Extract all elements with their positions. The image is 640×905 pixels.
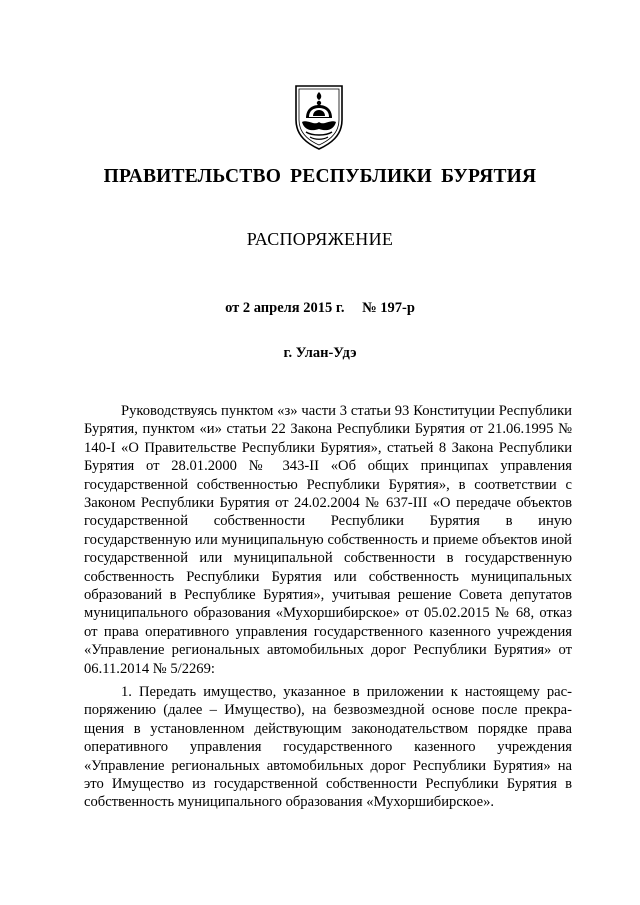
coat-of-arms-buryatia-icon <box>292 82 346 152</box>
document-number: № 197-р <box>362 300 415 316</box>
document-date: от 2 апреля 2015 г. <box>225 300 345 316</box>
government-title: ПРАВИТЕЛЬСТВО РЕСПУБЛИКИ БУРЯТИЯ <box>103 166 537 187</box>
item-1-paragraph: 1. Передать имущество, указанное в приложении к настоящему распоряжению (далее – Имущество), на безвозмездной основе после прекращения в установленном действующим законодательством порядке права оперативного управления государственного казенного учреждения «Управление региональных автомобильных дорог Республики Бурятия» на это Имущество из государственной собственности Республики Бурятия в собственность муниципального образования «Мухоршибирское». <box>84 684 572 811</box>
document-type: РАСПОРЯЖЕНИЕ <box>246 229 394 249</box>
city-line: г. Улан-Удэ <box>283 345 357 361</box>
date-number-line <box>0 300 640 317</box>
preamble-paragraph: Руководствуясь пунктом «з» части 3 статьи 93 Конституции Республики Бурятия, пунктом «и» статьи 22 Закона Республики Бурятия от 21.06.1995 № 140-I «О Правительстве Республики Бурятия», статьей 8 Закона Республики Бурятия от 28.01.2000 № 343-II «Об общих принципах управления государственной собственностью Республики Бурятия», в соответствии с Законом Республики Бурятия от 24.02.2004 № 637-III «О передаче объектов государственной собственности Республики Бурятия в иную государственную или муниципальную собственность и приеме объектов иной государственной или муниципальной собственности в государственную собственность Республики Бурятия или собственность муниципальных образований в Республике Бурятия», учитывая решение Совета депутатов муниципального образования «Мухоршибирское» от 05.02.2015 № 68, отказ от права оперативного управления государственного казенного учреждения «Управление региональных автомобильных дорог Республики Бурятия» от 06.11.2014 № 5/2269: <box>84 403 572 677</box>
